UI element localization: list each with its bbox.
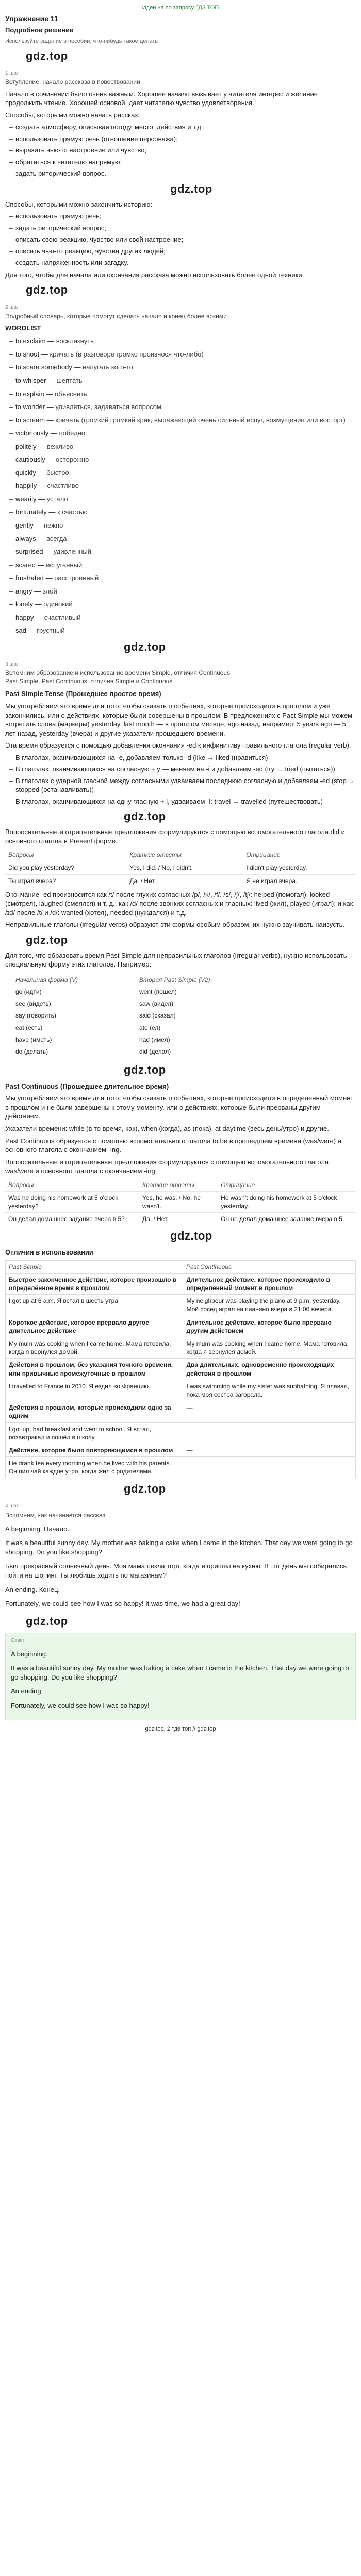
paragraph: Вопросительные и отрицательные предложения формулируются с помощью вспомогательного глагола was/were и основного глагола с окончанием -ing. [5,1158,329,1175]
vocab-item: – quickly — быстро [9,468,356,478]
table-row: I got up, had breakfast and went to school. Я встал, позавтракал и пошёл в школу. [6,1422,356,1444]
answer-label: Ответ [11,1638,25,1644]
watermark: gdz.top [26,1614,68,1628]
vocab-item: – happy — счастливый [9,613,356,622]
vocab-item: – politely — вежливо [9,442,356,451]
table-row: Ты играл вчера? Да. / Нет. Я не играл вчера. [5,874,356,887]
paragraph: Указатели времени: while (в то время, как), when (когда), as (пока), at daytime (весь день/утро) и другие. [5,1124,329,1132]
paragraph: A beginning. [11,1650,48,1658]
past-continuous-table [5,1179,356,1226]
vocab-item: – surprised — удивленный [9,547,356,556]
watermark: gdz.top [124,1482,166,1496]
list-item: – В глаголах, оканчивающихся на одну гласную + l, удваиваем -l: travel → travelled (путешествовать) [9,797,356,806]
vocab-item: – scared — испуганный [9,561,356,570]
vocab-item: – cautiously — осторожно [9,455,356,464]
table-row: Действие, которое было повторяющимся в прошлом — [6,1444,356,1456]
vocab-item: – to exclaim — воскликнуть [9,336,356,346]
paragraph: Для того, чтобы для начала или окончания рассказа можно использовать более одной техники. [5,270,304,279]
watermark: gdz.top [26,934,68,946]
watermark: gdz.top [26,283,68,297]
answer-box [5,1633,356,1720]
table-row: I got up at 6 a.m. Я встал в шесть утра. My neighbour was playing the piano at 9 p.m. yesterday. Мой сосед играл на пианино вчера в 21:00 вечера. [6,1295,356,1316]
table-row: Действия в прошлом, без указания точного времени, или привычные промежуточные в прошлом Два длительных, одновременно происходящих действия в прошлом [6,1359,356,1380]
step-label: 1 шаг [5,70,19,76]
watermark: gdz.top [124,1063,166,1077]
table-header: Вопросы [8,1181,34,1189]
list-item: ate (ел) [139,1024,161,1031]
paragraph: An ending. [11,1687,43,1696]
list-item: had (имел) [139,1036,170,1043]
watermark: gdz.top [124,640,166,653]
vocab-item: – victoriously — победно [9,429,356,438]
paragraph: Для того, что образовать время Past Simple для неправильных глаголов (irregular verbs), нужно использовать специальную форму этих глаголов. Например: [5,951,347,969]
paragraph: Вопросительные и отрицательные предложения формулируются с помощью вспомогательного глагола did и основного глагола в Present форме. [5,828,345,845]
watermark: gdz.top [170,182,212,195]
paragraph: Мы употребляем это время для того, чтобы сказать о событиях, которые происходили в прошлом и уже закончились, или о действиях, которые были совершены в прошлом. В предложениях с Past Simple мы можем встретить слова (маркеры) yesterday, last month — в прошлом месяце, ago назад, например: 5 years ago — 5 лет назад, yesterday (вчера) и другие указатели прошедшего времени. [5,702,353,737]
vocab-item: – to scream — кричать (громкий громкий крик, выражающий очень сильный испуг, возмущение или восторг) [9,416,356,425]
story-block [5,1524,356,1608]
table-row: Он делал домашнее задание вчера в 5? Да. / Нет. Он не делал домашнее задание вчера в 5. [5,1213,356,1226]
vocab-item: – lonely — одинокий [9,600,356,609]
step-label: 4 шаг [5,1503,19,1510]
paragraph: Fortunately, we could see how I was so happy! It was time, we had a great day! [5,1600,240,1608]
table-row: Was he doing his homework at 5 o'clock yesterday? Yes, he was. / No, he wasn't. He wasn't doing his homework at 5 o'clock yesterday. [5,1191,356,1212]
paragraph: It was a beautiful sunny day. My mother was baking a cake when I came in the kitchen. That day we were going to go shopping. Do you like shopping? [11,1664,349,1681]
table-row: Быстрое законченное действие, которое произошло в определённое время в прошлом Длительное действие, которое происходило в определённый момент в прошлом [6,1273,356,1294]
list-item: saw (видел) [139,1000,174,1008]
start-ways-list [9,123,356,178]
vocab-item: – to explain — объяснить [9,389,356,399]
table-header: Отрицание [221,1181,255,1189]
irregular-verbs [15,972,356,1059]
table-header: Краткие ответы [129,851,182,859]
vocab-item: – angry — злой [9,587,356,596]
differences-table [5,1260,356,1479]
paragraph: A beginning. Начало. [5,1524,70,1533]
paragraph: Эта время образуется с помощью добавления окончания -ed к инфинитиву правильного глагола (regular verb). [5,741,351,750]
footer[interactable]: gdz.top, 2 тде топ // gdz.top [145,1725,216,1732]
section-title: Вспомним, как начинается рассказ [5,1511,106,1519]
list-item: – В глаголах, оканчивающихся на согласную + y — меняем на -i и добавляем -ed (try → tried (пытаться)) [9,765,356,774]
step-label: 2 шаг [5,304,19,311]
paragraph: Неправильные глаголы (irregular verbs) образуют эти формы особым образом, их нужно заучивать наизусть. [5,921,344,929]
table-header: Отрицание [246,851,281,859]
column-header: Вторая Past Simple (V2) [139,976,210,984]
vocab-item: – gently — нежно [9,521,356,530]
list-item: – В глаголах, оканчивающихся на -e, добавляем только -d (like → liked (нравиться) [9,753,356,762]
vocab-item: – to wonder — удивляться, задаваться вопросом [9,402,356,412]
exercise-title: Упражнение 11 [5,14,58,23]
past-continuous-title: Past Continuous (Прошедшее длительное время) [5,1082,169,1090]
list-item: – выразить чью-то настроение или чувство; [9,146,356,155]
vocab-item: – to shout — кричать (в разговоре громко произнося что-либо) [9,350,356,359]
paragraph: Fortunately, we could see how I was so happy! [11,1702,150,1710]
list-item: – использовать прямую речь; [9,212,356,221]
section-title: Вступление: начало рассказа в повествовании [5,78,140,86]
intro-note: Используйте задание в пособии, что-нибудь такое делать [5,38,158,45]
list-item: – использовать прямую речь (отношение персонажа); [9,134,356,144]
vocab-item: – wearily — устало [9,495,356,504]
list-item: – задать риторический вопрос. [9,169,356,178]
page-subtitle: Подробное решение [5,26,74,34]
list-item: – В глаголах с ударной гласной между согласными удваиваем последнюю согласную и добавляем -ed (stop → stopped (останавливать)) [9,776,356,794]
past-simple-title: Past Simple Tense (Прошедшее простое время) [5,690,161,698]
vocab-item: – always — всегда [9,534,356,544]
table-row: I travelled to France in 2010. Я ездил во Францию. I was swimming while my sister was sunbathing. Я плавал, пока моя сестра загорала. [6,1380,356,1401]
list-item: – задать риторический вопрос; [9,224,356,233]
table-row: Did you play yesterday? Yes, I did. / No, I didn't. I didn't play yesterday. [5,861,356,874]
step-label: 3 шаг [5,661,19,667]
watermark: gdz.top [124,810,166,823]
paragraph: It was a beautiful sunny day. My mother was baking a cake when I came in the kitchen. That day we were going to go shopping. Do you like shopping? [5,1539,353,1556]
table-header: Past Simple [9,1263,42,1270]
list-item: said (сказал) [139,1012,176,1020]
list-item: do (делать) [15,1047,48,1055]
table-header: Краткие ответы [142,1181,194,1189]
table-row: Действия в прошлом, которые происходили одно за одним — [6,1401,356,1422]
vocab-heading: WORDLIST [5,324,41,332]
watermark: gdz.top [170,1229,212,1243]
list-item: did (делал) [139,1047,171,1055]
vocab-item: – to whisper — шептать [9,376,356,385]
table-header: Вопросы [8,851,34,859]
column-header: Начальная форма (V) [15,976,78,984]
end-ways-list [9,212,356,267]
list-item: say (говорить) [15,1012,56,1020]
list-item: – создать атмосферу, описывая погоду, место, действия и т.д.; [9,123,356,132]
vocab-item: – to scare somebody — напугать кого-то [9,363,356,372]
list-item: – создать напряженность или загадку. [9,258,356,267]
section-title: Подробный словарь, которые помогут сделать начало и конец более яркими [5,312,227,320]
table-row: He drank tea every morning when he lived with his parents. Он пил чай каждое утро, когда жил с родителями. [6,1457,356,1478]
paragraph: Past Continuous образуется с помощью вспомогательного глагола to be в прошедшем времени (was/were) и основного глагола с окончанием -ing. [5,1137,341,1154]
table-row: My mum was cooking when I came home. Мама готовила, когда я вернулся домой. My mum was cooking when I came home. Мама готовила, когда я вернулся домой. [6,1337,356,1359]
watermark: gdz.top [26,49,68,63]
table-row: Короткое действие, которое прервало другое длительное действие Длительное действие, которое было прервано другим действием [6,1316,356,1337]
section-title: Вспомним образование и использование времени Simple, отличия Continuous Past Simple, Past Continuous, отличия Simple и Continuous [5,669,231,685]
paragraph: Способы, которыми можно начать рассказ: [5,111,140,119]
paragraph: Способы, которыми можно закончить историю: [5,200,152,208]
list-item: went (пошел) [139,988,177,995]
vocab-item: – frustrated — расстроенный [9,573,356,583]
paragraph: Начало в сочинении было очень важным. Хорошее начало вызывает у читателя интерес и желание продолжить чтение. Хорошей основой, дает читателю чувство удовлетворения. [5,90,318,107]
list-item: – описать чью-то реакцию, чувства других людей; [9,247,356,256]
paragraph: An ending. Конец. [5,1585,60,1594]
paragraph: Окончание -ed произносится как /t/ после глухих согласных /p/, /k/, /f/, /s/, /ʃ/, /tʃ/: helped (помогал), looked (смотрел), laughed (смеялся) и т. д.; как /d/ после звонких согласных и гласных: lived (жил), played (играл); и как /ɪd/ после /t/ и /d/: wanted (хотел), needed (нуждался) и т.д. [5,890,353,917]
vocab-list [9,336,356,635]
table-header: Past Continuous [186,1263,232,1270]
top-banner[interactable]: Идеи на по запросу ГДЗ ТОП [142,5,219,11]
paragraph: Мы употребляем это время для того, чтобы сказать о событиях, которые происходили в определенный момент в прошлом и не были завершены к этому моменту, или о действиях, которые были прерваны другим действием. [5,1094,354,1121]
vocab-item: – fortunately — к счастью [9,507,356,517]
list-item: – обратиться к читателю напрямую; [9,158,356,167]
differences-title: Отличия в использовании [5,1248,93,1257]
vocab-item: – happily — счастливо [9,481,356,490]
list-item: eat (есть) [15,1024,43,1031]
past-simple-table [5,849,356,887]
list-item: go (идти) [15,988,42,995]
list-item: have (иметь) [15,1036,52,1043]
ps-rules-list [9,753,356,806]
vocab-item: – sad — грустный [9,626,356,635]
paragraph: Был прекрасный солнечный день. Моя мама пекла торт, когда я пришел на кухню. В тот день мы собирались пойти на шопинг. Ты любишь ходить по магазинам? [5,1562,347,1579]
list-item: see (видеть) [15,1000,51,1008]
list-item: – описать свою реакцию, чувство или свой настроение; [9,235,356,244]
